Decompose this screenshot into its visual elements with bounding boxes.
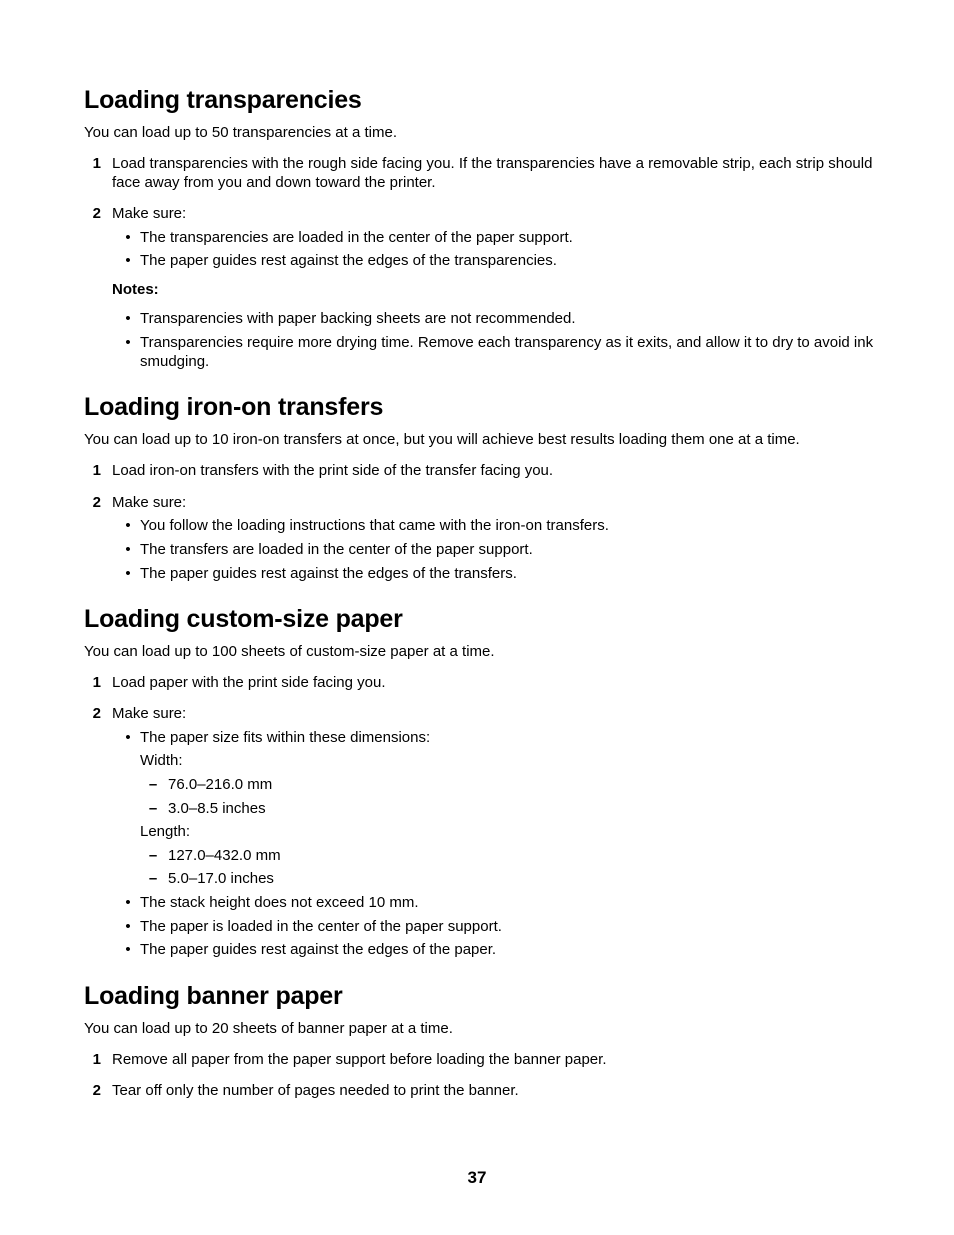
list-item: The paper guides rest against the edges of the transparencies.	[140, 252, 557, 269]
transparencies-intro: You can load up to 50 transparencies at a time.	[84, 124, 397, 141]
dash-marker: –	[148, 847, 158, 864]
heading-loading-custom-size-paper: Loading custom-size paper	[84, 605, 403, 633]
list-item: The transfers are loaded in the center of the paper support.	[140, 541, 533, 558]
list-item: The paper guides rest against the edges of the paper.	[140, 941, 497, 958]
step-number: 1	[92, 155, 101, 172]
step-number: 2	[92, 705, 101, 722]
bullet-marker: •	[125, 252, 131, 269]
dash-marker: –	[148, 800, 158, 817]
step-number: 2	[92, 1082, 101, 1099]
step-number: 1	[92, 674, 101, 691]
bullet-marker: •	[125, 729, 131, 746]
bullet-marker: •	[125, 894, 131, 911]
note-item: Transparencies require more drying time. Remove each transparency as it exits, and allow it to dry to avoid ink smudging.	[140, 334, 874, 370]
list-item: The paper size fits within these dimensions:	[140, 729, 431, 746]
dash-marker: –	[148, 776, 158, 793]
bullet-marker: •	[125, 310, 131, 327]
ironon-intro: You can load up to 10 iron-on transfers at once, but you will achieve best results loading them one at a time.	[84, 431, 800, 448]
step-number: 2	[92, 494, 101, 511]
bullet-marker: •	[125, 941, 131, 958]
step-number: 2	[92, 205, 101, 222]
heading-loading-banner-paper: Loading banner paper	[84, 982, 343, 1010]
step-text: Tear off only the number of pages needed to print the banner.	[112, 1082, 519, 1099]
step-text: Load transparencies with the rough side facing you. If the transparencies have a removable strip, each strip should face away from you and down toward the printer.	[112, 155, 873, 191]
list-item: The stack height does not exceed 10 mm.	[140, 894, 419, 911]
length-value: 5.0–17.0 inches	[168, 870, 274, 887]
bullet-marker: •	[125, 918, 131, 935]
banner-intro: You can load up to 20 sheets of banner paper at a time.	[84, 1020, 453, 1037]
heading-loading-iron-on-transfers: Loading iron-on transfers	[84, 393, 384, 421]
heading-loading-transparencies: Loading transparencies	[84, 86, 362, 114]
list-item: The transparencies are loaded in the center of the paper support.	[140, 229, 573, 246]
bullet-marker: •	[125, 229, 131, 246]
length-label: Length:	[140, 823, 191, 840]
step-number: 1	[92, 462, 101, 479]
step-text: Remove all paper from the paper support before loading the banner paper.	[112, 1051, 607, 1068]
bullet-marker: •	[125, 541, 131, 558]
list-item: You follow the loading instructions that came with the iron-on transfers.	[140, 517, 609, 534]
custom-intro: You can load up to 100 sheets of custom-size paper at a time.	[84, 643, 495, 660]
notes-label: Notes:	[112, 281, 159, 298]
width-label: Width:	[140, 752, 183, 769]
length-value: 127.0–432.0 mm	[168, 847, 281, 864]
step-number: 1	[92, 1051, 101, 1068]
step-text: Load paper with the print side facing you.	[112, 674, 386, 691]
bullet-marker: •	[125, 565, 131, 582]
width-value: 3.0–8.5 inches	[168, 800, 266, 817]
dash-marker: –	[148, 870, 158, 887]
bullet-marker: •	[125, 334, 131, 351]
width-value: 76.0–216.0 mm	[168, 776, 273, 793]
list-item: The paper is loaded in the center of the paper support.	[140, 918, 502, 935]
step-text: Make sure:	[112, 494, 187, 511]
note-item: Transparencies with paper backing sheets are not recommended.	[140, 310, 576, 327]
list-item: The paper guides rest against the edges of the transfers.	[140, 565, 517, 582]
page-number: 37	[467, 1168, 487, 1187]
step-text: Make sure:	[112, 205, 187, 222]
step-text: Make sure:	[112, 705, 187, 722]
bullet-marker: •	[125, 517, 131, 534]
step-text: Load iron-on transfers with the print side of the transfer facing you.	[112, 462, 554, 479]
